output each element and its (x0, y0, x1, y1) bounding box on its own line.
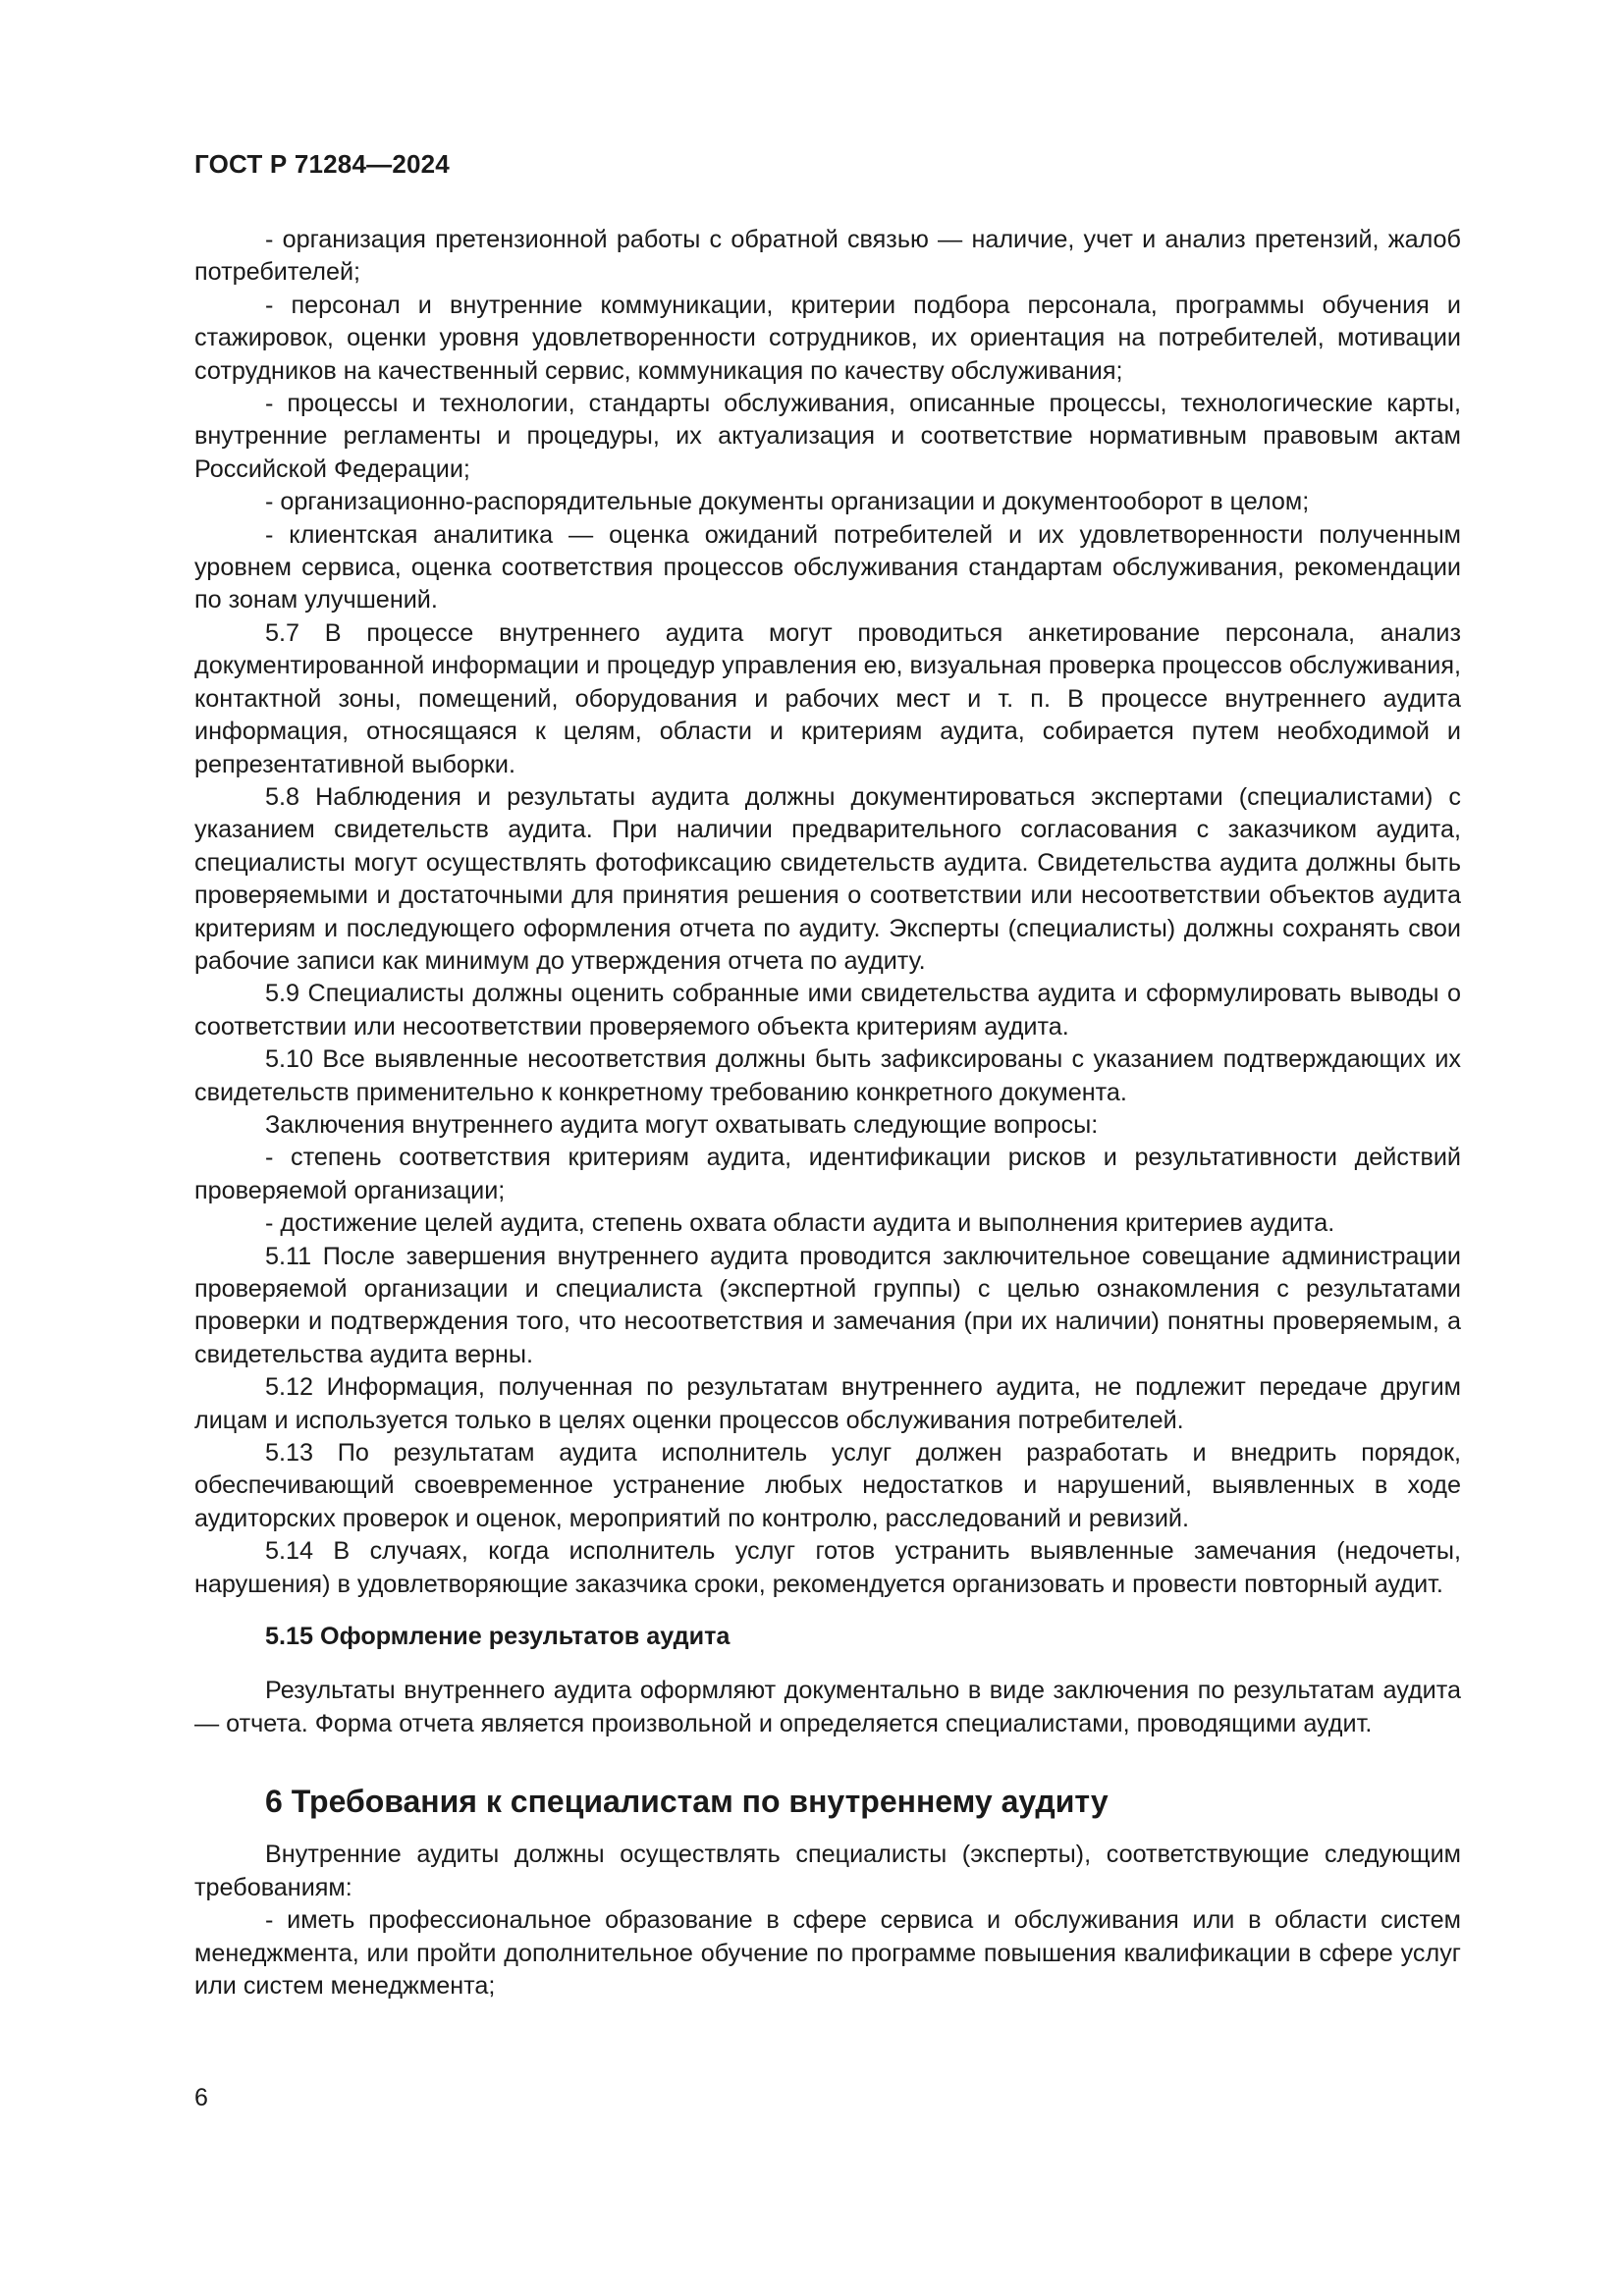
clause-5-8: 5.8 Наблюдения и результаты аудита должны документироваться экспертами (специалистами) с указанием свидетельств аудита. При наличии предварительного согласования с заказчиком аудита, специалисты могут осуществлять фотофиксацию свидетельств аудита. Свидетельства аудита должны быть проверяемыми и достаточными для принятия решения о соответствии или несоответствии объектов аудита критериям и последующего оформления отчета по аудиту. Эксперты (специалисты) должны сохранять свои рабочие записи как минимум до утверждения отчета по аудиту. (194, 782, 1461, 975)
section-title: 6 Требования к специалистам по внутреннему аудиту (265, 1784, 1109, 1820)
list-item-compliance: - степень соответствия критериям аудита, идентификации рисков и результативности действий проверяемой организации; (194, 1144, 1461, 1204)
clause-5-13: 5.13 По результатам аудита исполнитель услуг должен разработать и внедрить порядок, обеспечивающий своевременное устранение любых недостатков и нарушений, выявленных в ходе аудиторских проверок и оценок, мероприятий по контролю, расследований и ревизий. (194, 1439, 1461, 1532)
clause-5-7: 5.7 В процессе внутреннего аудита могут проводиться анкетирование персонала, анализ документированной информации и процедур управления ею, визуальная проверка процессов обслуживания, контактной зоны, помещений, оборудования и рабочих мест и т. п. В процессе внутреннего аудита информация, относящаяся к целям, области и критериям аудита, собирается путем необходимой и репрезентативной выборки. (194, 618, 1461, 778)
subsection-heading: 5.15 Оформление результатов аудита (265, 1623, 731, 1651)
conclusions-intro: Заключения внутреннего аудита могут охватывать следующие вопросы: (265, 1110, 1099, 1139)
clause-5-9: 5.9 Специалисты должны оценить собранные ими свидетельства аудита и сформулировать выводы о соответствии или несоответствии проверяемого объекта критериям аудита. (194, 980, 1461, 1041)
clause-5-10: 5.10 Все выявленные несоответствия должны быть зафиксированы с указанием подтверждающих их свидетельств применительно к конкретному требованию конкретного документа. (194, 1045, 1461, 1106)
page-number: 6 (194, 2084, 208, 2111)
clause-5-11: 5.11 После завершения внутреннего аудита проводится заключительное совещание администрации проверяемой организации и специалиста (экспертной группы) с целью ознакомления с результатами проверки и подтверждения того, что несоответствия и замечания (при их наличии) понятны проверяемым, а свидетельства аудита верны. (194, 1242, 1461, 1368)
list-item-education: - иметь профессиональное образование в сфере сервиса и обслуживания или в области систем менеджмента, или пройти дополнительное обучение по программе повышения квалификации в сфере услуг или систем менеджмента; (194, 1906, 1461, 2000)
document-body (194, 224, 1461, 2002)
section-6-intro: Внутренние аудиты должны осуществлять специалисты (эксперты), соответствующие следующим требованиям: (194, 1841, 1461, 1901)
clause-5-14: 5.14 В случаях, когда исполнитель услуг готов устранить выявленные замечания (недочеты, нарушения) в удовлетворяющие заказчика сроки, рекомендуется организовать и провести повторный аудит. (194, 1537, 1461, 1598)
list-item-goals: - достижение целей аудита, степень охвата области аудита и выполнения критериев аудита. (265, 1209, 1335, 1238)
list-item-analytics: - клиентская аналитика — оценка ожиданий потребителей и их удовлетворенности полученным уровнем сервиса, оценка соответствия процессов обслуживания стандартам обслуживания, рекомендации по зонам улучшений. (194, 520, 1461, 614)
subsection-text: Результаты внутреннего аудита оформляют документально в виде заключения по результатам аудита — отчета. Форма отчета является произвольной и определяется специалистами, проводящими аудит. (194, 1677, 1461, 1737)
list-item-claims: - организация претензионной работы с обратной связью — наличие, учет и анализ претензий, жалоб потребителей; (194, 226, 1461, 287)
list-item-documents: - организационно-распорядительные документы организации и документооборот в целом; (265, 488, 1310, 516)
standard-header: ГОСТ Р 71284—2024 (194, 149, 450, 179)
clause-5-12: 5.12 Информация, полученная по результатам внутреннего аудита, не подлежит передаче другим лицам и используется только в целях оценки процессов обслуживания потребителей. (194, 1373, 1461, 1434)
list-item-personnel: - персонал и внутренние коммуникации, критерии подбора персонала, программы обучения и стажировок, оценки уровня удовлетворенности сотрудников, их ориентация на потребителей, мотивации сотрудников на качественный сервис, коммуникация по качеству обслуживания; (194, 291, 1461, 385)
list-item-processes: - процессы и технологии, стандарты обслуживания, описанные процессы, технологические карты, внутренние регламенты и процедуры, их актуализация и соответствие нормативным правовым актам Российской Федерации; (194, 390, 1461, 483)
